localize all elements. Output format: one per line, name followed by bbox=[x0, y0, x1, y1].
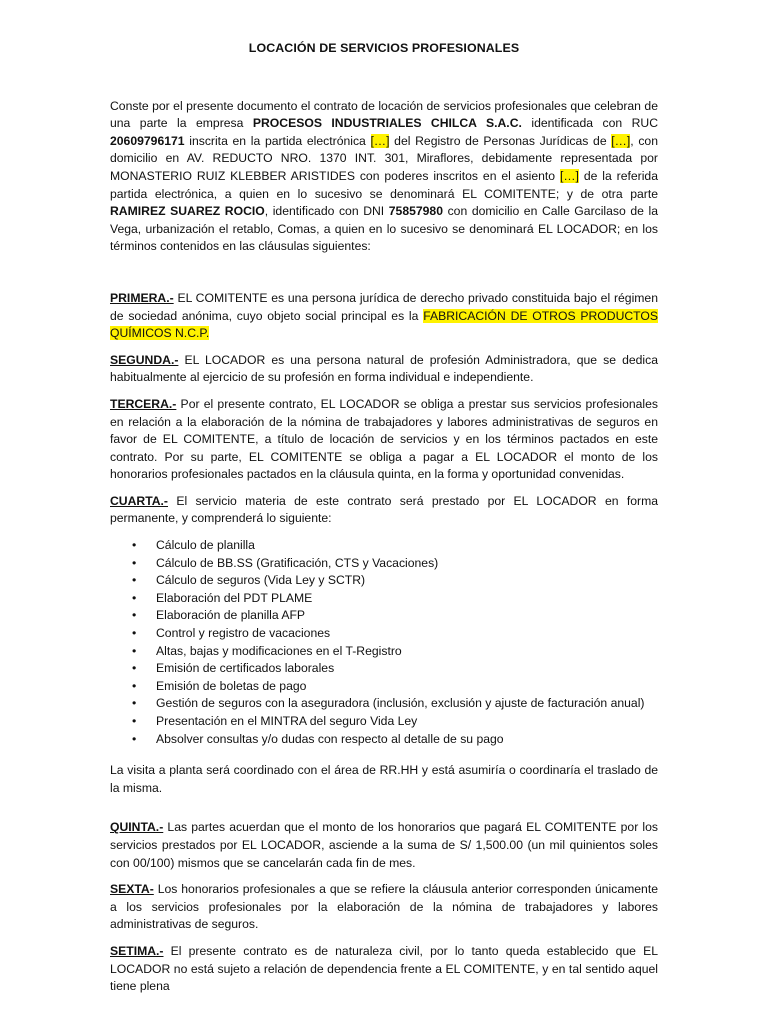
bullet-icon: • bbox=[132, 608, 137, 623]
list-item-text: Gestión de seguros con la aseguradora (inclusión, exclusión y ajuste de facturación anual) bbox=[156, 696, 645, 711]
intro-text: Conste por el presente documento el contrato de locación de servicios profesionales que celebran de una parte la empresa bbox=[110, 98, 658, 131]
list-item-text: Cálculo de planilla bbox=[156, 538, 255, 553]
bullet-icon: • bbox=[132, 538, 137, 553]
intro-text: de la referida partida electrónica, a quien en lo sucesivo se denominará EL COMITENTE; y de otra parte bbox=[110, 168, 658, 201]
services-list bbox=[110, 537, 658, 748]
list-item-text: Cálculo de BB.SS (Gratificación, CTS y Vacaciones) bbox=[156, 555, 439, 570]
intro-text: inscrita en la partida electrónica bbox=[184, 133, 371, 148]
bullet-icon: • bbox=[132, 573, 137, 588]
placeholder-partida: […] bbox=[370, 133, 390, 148]
list-item bbox=[132, 607, 658, 625]
list-item bbox=[132, 678, 658, 696]
list-item-text: Control y registro de vacaciones bbox=[156, 626, 331, 641]
clause-primera bbox=[110, 290, 658, 343]
contract-page bbox=[110, 40, 658, 1005]
list-item bbox=[132, 695, 658, 713]
bullet-icon: • bbox=[132, 678, 137, 693]
clause-heading: TERCERA.- bbox=[110, 396, 177, 411]
intro-text: , identificado con DNI bbox=[264, 204, 389, 219]
clause-sexta bbox=[110, 881, 658, 934]
clause-heading: SETIMA.- bbox=[110, 943, 164, 958]
clause-text: Por el presente contrato, EL LOCADOR se obliga a prestar sus servicios profesionales en relación a la elaboración de la nómina de trabajadores y labores administrativas de seguros en favor de EL COMITENTE, a título de locación de servicios y en los términos pactados en este contrato. Por su parte, EL COMITENTE se obliga a pagar a EL LOCADOR el monto de los honorarios profesionales pactados en la cláusula quinta, en la forma y oportunidad convenidas. bbox=[110, 396, 658, 482]
list-item bbox=[132, 625, 658, 643]
intro-paragraph bbox=[110, 98, 658, 256]
clause-heading: SEXTA- bbox=[110, 882, 154, 897]
clause-tercera bbox=[110, 396, 658, 484]
bullet-icon: • bbox=[132, 643, 137, 658]
clause-quinta bbox=[110, 819, 658, 872]
clause-text: Las partes acuerdan que el monto de los honorarios que pagará EL COMITENTE por los servicios prestados por EL LOCADOR, asciende a la suma de S/ 1,500.00 (un mil quinientos soles con 00/100) mismos que se cancelarán cada fin de mes. bbox=[110, 820, 658, 870]
clause-text: Los honorarios profesionales a que se refiere la cláusula anterior corresponden únicamente a los servicios profesionales por la elaboración de la nómina de trabajadores y labores administrativas de seguros. bbox=[110, 882, 658, 932]
company-name: PROCESOS INDUSTRIALES CHILCA S.A.C. bbox=[252, 116, 522, 131]
bullet-icon: • bbox=[132, 714, 137, 728]
bullet-icon: • bbox=[132, 555, 137, 570]
list-item bbox=[132, 643, 658, 661]
list-item bbox=[132, 572, 658, 590]
list-item bbox=[132, 660, 658, 678]
clause-heading: CUARTA.- bbox=[110, 493, 168, 508]
list-item bbox=[132, 590, 658, 608]
list-item-text: Absolver consultas y/o dudas con respecto al detalle de su pago bbox=[156, 731, 504, 746]
list-item bbox=[132, 555, 658, 573]
clause-setima bbox=[110, 943, 658, 996]
clause-text: El servicio materia de este contrato será prestado por EL LOCADOR en forma permanente, y comprenderá lo siguiente: bbox=[110, 493, 658, 526]
clause-heading: PRIMERA.- bbox=[110, 290, 174, 305]
company-activity: FABRICACIÓN DE OTROS PRODUCTOS QUÍMICOS N.C.P. bbox=[110, 308, 658, 341]
intro-text: identificada con RUC bbox=[521, 116, 658, 131]
bullet-icon: • bbox=[132, 661, 137, 676]
intro-text: con domicilio en Calle Garcilaso de la Vega, urbanización el retablo, Comas, a quien en lo sucesivo se denominará EL LOCADOR; en los términos contenidos en las cláusulas siguientes: bbox=[110, 204, 658, 254]
list-item-text: Emisión de boletas de pago bbox=[156, 678, 307, 693]
placeholder-asiento: […] bbox=[559, 168, 579, 183]
intro-text: , con domicilio en AV. REDUCTO NRO. 1370 INT. 301, Miraflores, debidamente representada por MONASTERIO RUIZ KLEBBER ARISTIDES con poderes inscritos en el asiento bbox=[110, 133, 658, 183]
dni-number: 75857980 bbox=[388, 204, 443, 219]
bullet-icon: • bbox=[132, 696, 137, 711]
list-item-text: Cálculo de seguros (Vida Ley y SCTR) bbox=[156, 573, 366, 588]
list-item bbox=[132, 731, 658, 749]
list-item-text: Altas, bajas y modificaciones en el T-Registro bbox=[156, 643, 402, 658]
visit-note: La visita a planta será coordinado con el área de RR.HH y está asumiría o coordinaría el traslado de la misma. bbox=[110, 763, 658, 795]
locador-name: RAMIREZ SUAREZ ROCIO bbox=[110, 204, 265, 219]
intro-text: del Registro de Personas Jurídicas de bbox=[389, 133, 612, 148]
list-item-text: Presentación en el MINTRA del seguro Vida Ley bbox=[156, 714, 418, 728]
list-item-text: Elaboración del PDT PLAME bbox=[156, 590, 313, 605]
clause-text: EL COMITENTE es una persona jurídica de derecho privado constituida bajo el régimen de sociedad anónima, cuyo objeto social principal es la bbox=[110, 290, 658, 323]
ruc-number: 20609796171 bbox=[110, 133, 185, 148]
list-item bbox=[132, 537, 658, 555]
placeholder-registro: […] bbox=[611, 133, 631, 148]
clause-cuarta bbox=[110, 493, 658, 528]
clause-heading: QUINTA.- bbox=[110, 820, 164, 835]
document-title: LOCACIÓN DE SERVICIOS PROFESIONALES bbox=[248, 41, 520, 55]
list-item bbox=[132, 713, 658, 731]
bullet-icon: • bbox=[132, 731, 137, 746]
list-item-text: Emisión de certificados laborales bbox=[156, 661, 335, 676]
bullet-icon: • bbox=[132, 626, 137, 641]
clause-text: El presente contrato es de naturaleza civil, por lo tanto queda establecido que EL LOCADOR no está sujeto a relación de dependencia frente a EL COMITENTE, y en tal sentido aquel tiene plena bbox=[110, 943, 658, 994]
clause-text: EL LOCADOR es una persona natural de profesión Administradora, que se dedica habitualmente al ejercicio de su profesión en forma individual e independiente. bbox=[110, 352, 658, 385]
clause-segunda bbox=[110, 352, 658, 387]
list-item-text: Elaboración de planilla AFP bbox=[156, 608, 306, 623]
bullet-icon: • bbox=[132, 590, 137, 605]
clause-heading: SEGUNDA.- bbox=[110, 352, 179, 367]
